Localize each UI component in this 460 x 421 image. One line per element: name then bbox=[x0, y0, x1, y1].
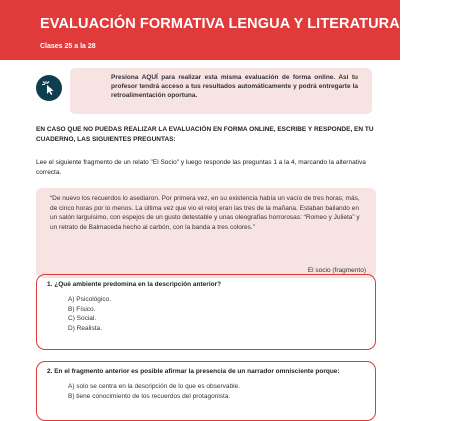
option-b: B) tiene conocimiento de los recuerdos del protagonista. bbox=[68, 392, 231, 400]
page-title: EVALUACIÓN FORMATIVA LENGUA Y LITERATURA I° Medio bbox=[40, 16, 460, 32]
cursor-click-icon[interactable] bbox=[36, 75, 62, 101]
online-evaluation-link[interactable]: Presiona AQUÍ para realizar esta misma evaluación de forma online. Así tu profesor tendrá acceso a tus resultados automáticamente y podrá entregarte la retroalimentación oportuna. bbox=[70, 68, 372, 114]
header-bar bbox=[0, 0, 460, 60]
option-c: C) Social. bbox=[68, 315, 97, 323]
question-1 bbox=[36, 274, 376, 350]
option-a: A) solo se centra en la descripción de lo que es observable. bbox=[68, 383, 240, 390]
question-text: 1. ¿Qué ambiente predomina en la descripción anterior? bbox=[47, 281, 222, 288]
option-d: D) Realista. bbox=[68, 324, 102, 332]
text-fragment-box bbox=[36, 188, 376, 278]
page-subtitle: Clases 25 a la 28 bbox=[40, 43, 96, 50]
online-notice[interactable] bbox=[36, 68, 372, 114]
question-2 bbox=[36, 361, 376, 421]
answer-options bbox=[47, 382, 365, 401]
fragment-text: “De nuevo los recuerdos lo asediaron. Por primera vez, en su existencia había un vacío de tres horas; más, de cinco horas por lo menos. La última vez que vio el reloj eran las tres de la mañana. Estaban bailando en un salón larguísimo, con espejos de un gusto detestable y unas oleografías horrorosas: “Romeo y Julieta” y un retrato de Balmaceda hecho al carbón, con la banda a tres colores.” bbox=[50, 195, 360, 231]
fragment-source: El socio (fragmento) bbox=[307, 267, 366, 274]
option-b: B) Físico. bbox=[68, 305, 96, 313]
offline-instructions: EN CASO QUE NO PUEDAS REALIZAR LA EVALUACIÓN EN FORMA ONLINE, ESCRIBE Y RESPONDE, EN TU CUADERNO, LAS SIGUIENTES PREGUNTAS: bbox=[36, 126, 374, 143]
answer-options bbox=[47, 295, 365, 333]
question-text: 2. En el fragmento anterior es posible afirmar la presencia de un narrador omnisciente porque: bbox=[47, 368, 340, 375]
reading-instructions: Lee el siguiente fragmento de un relato "El Socio" y luego responde las preguntas 1 a la 4, marcando la alternativa correcta. bbox=[36, 159, 366, 176]
option-a: A) Psicológico. bbox=[68, 296, 111, 303]
